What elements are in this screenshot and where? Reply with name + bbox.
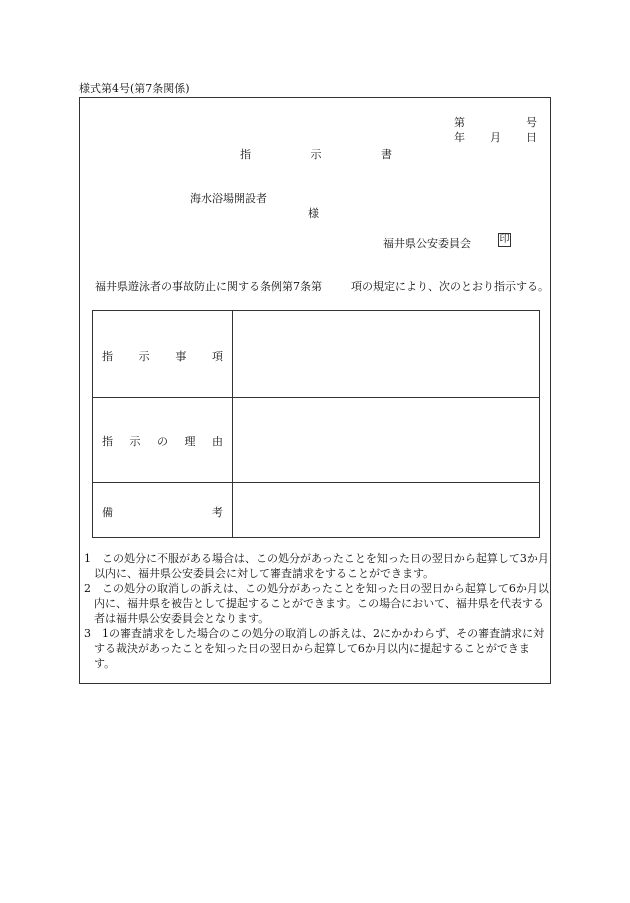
notes-section [84, 551, 550, 671]
date-month: 月 [490, 131, 501, 144]
addressee-org: 海水浴場開設者 [190, 192, 267, 205]
instruction-text [84, 279, 550, 295]
form-number: 様式第4号(第7条関係) [79, 82, 190, 95]
column-divider [232, 311, 233, 537]
row-divider [93, 482, 539, 483]
document-title [240, 146, 392, 162]
note-item: 3 1の審査請求をした場合のこの処分の取消しの訴えは、2にかかわらず、その審査請求に対する裁決があったことを知った日の翌日から起算して6か月以内に提起することができます。 [84, 627, 545, 670]
row-label-instruction-reason: 指 示 の 理 由 [102, 435, 223, 448]
row-divider [93, 397, 539, 398]
instruction-table [92, 310, 540, 538]
title-char: 示 [310, 148, 322, 161]
instruction-part2: 項の規定により、次のとおり指示する。 [351, 280, 549, 293]
instruction-part1: 福井県遊泳者の事故防止に関する条例第7条第 [95, 280, 322, 293]
date-day: 日 [526, 131, 537, 144]
number-suffix: 号 [526, 116, 537, 129]
title-char: 指 [240, 148, 251, 161]
row-label-instruction-items: 指 示 事 項 [102, 350, 223, 363]
seal-mark: 印 [499, 234, 510, 245]
issuer-name: 福井県公安委員会 [383, 237, 471, 250]
number-prefix: 第 [454, 116, 465, 129]
title-char: 書 [381, 148, 392, 161]
addressee-honorific: 様 [308, 207, 319, 220]
row-label-remarks: 備 考 [102, 506, 223, 519]
date-year: 年 [454, 131, 465, 144]
note-item: 2 この処分の取消しの訴えは、この処分があったことを知った日の翌日から起算して6か月以内に、福井県を被告として提起することができます。この場合において、福井県を代表する者は福井県公安委員会となります。 [84, 582, 549, 625]
note-item: 1 この処分に不服がある場合は、この処分があったことを知った日の翌日から起算して3か月以内に、福井県公安委員会に対して審査請求をすることができます。 [84, 552, 549, 580]
